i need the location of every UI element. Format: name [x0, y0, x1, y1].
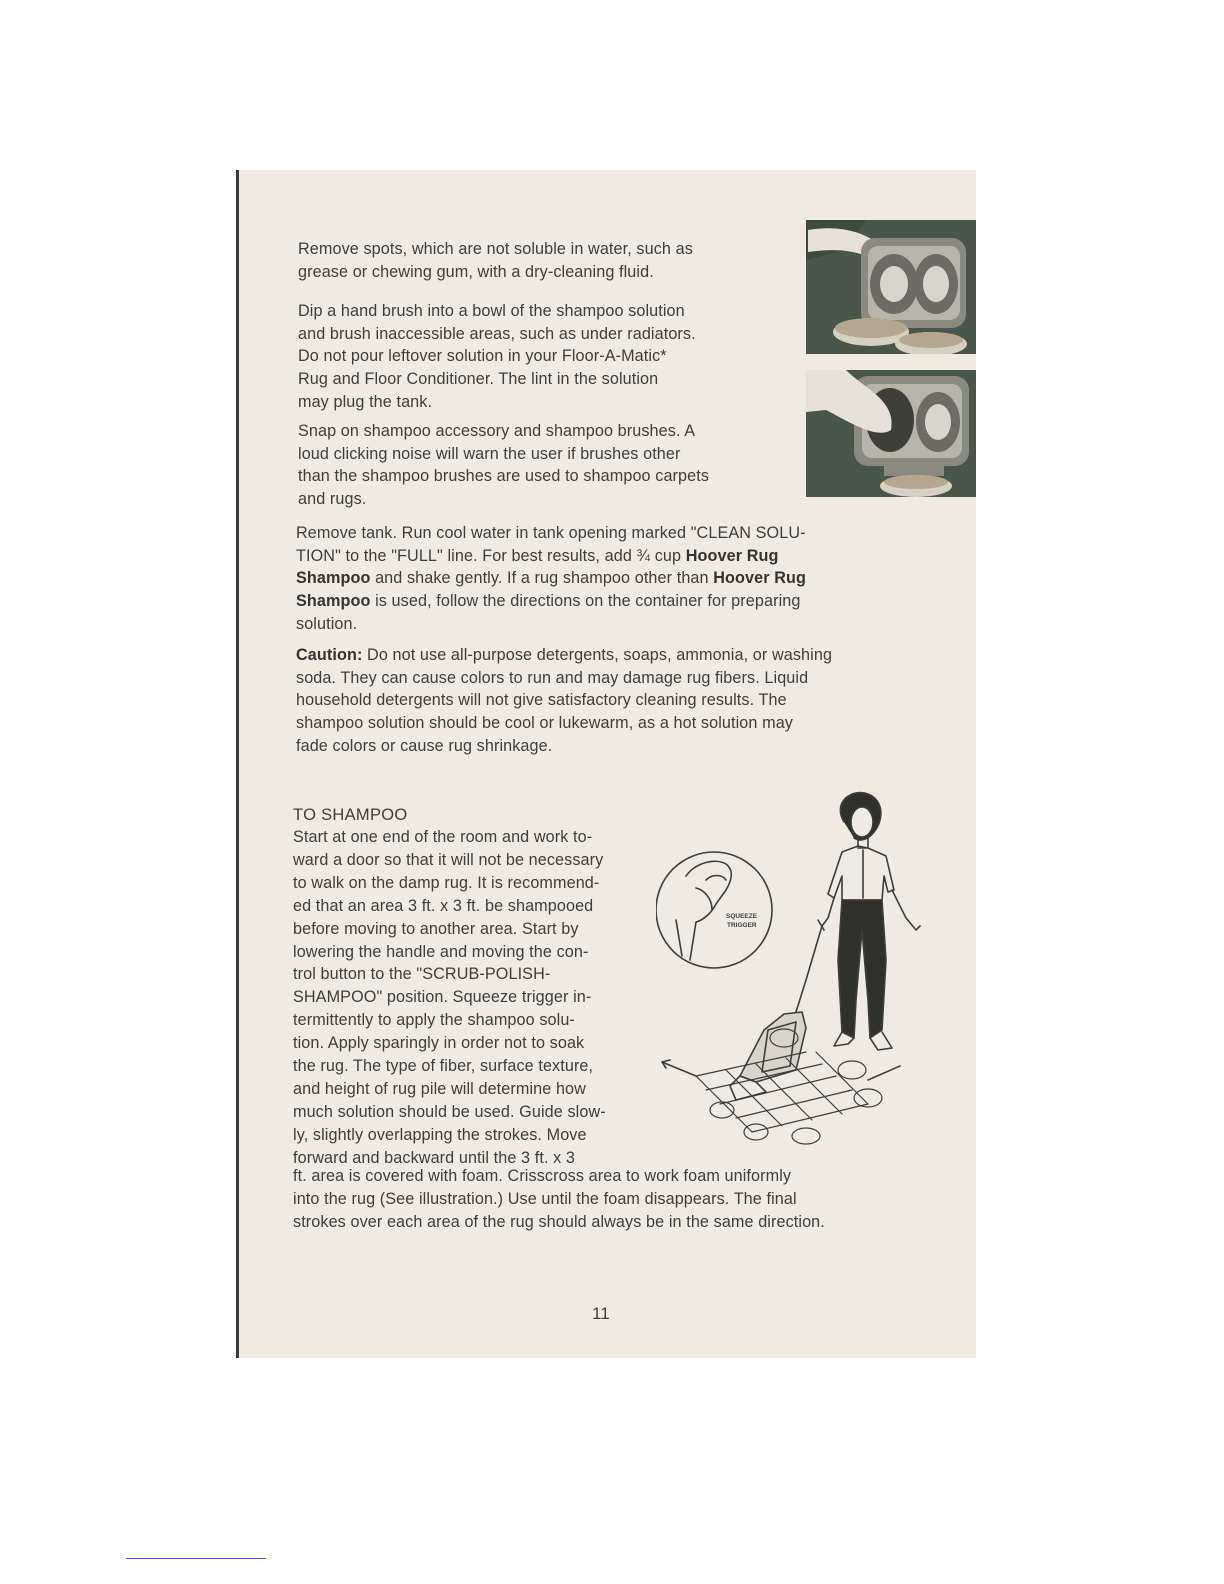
photo-accessory-bottom [806, 370, 976, 497]
shampoo-brush-photo-icon [806, 370, 976, 497]
callout-text-1: SQUEEZE [726, 913, 758, 920]
paragraph-hand-brush: Dip a hand brush into a bowl of the shampoo solution and brush inaccessible areas, such as under radiators. Do not pour leftover solution in your Floor-A-Matic* Rug and Floor Conditioner. The lint in the solution may plug the tank. [298, 302, 696, 411]
paragraph-caution: Caution: Do not use all-purpose detergents, soaps, ammonia, or washing soda. They can cause colors to run and may damage rug fibers. Liquid household detergents will not give satisfactory cleaning results. The shampoo solution should be cool or lukewarm, as a hot solution may fade colors or cause rug shrinkage. [296, 646, 833, 755]
paragraph-to-shampoo: Start at one end of the room and work to- ward a door so that it will not be necessary to walk on the damp rug. It is recommend- ed that an area 3 ft. x 3 ft. be shampooed before moving to another area. Start by lowering the handle and moving the con- trol button to the "SCRUB-POLISH- SHAMPOO" position. Squeeze trigger in- termittently to apply the shampoo solu- tion. Apply sparingly in order not to soak the rug. The type of fiber, surface texture, and height of rug pile will determine how much solution should be used. Guide slow- ly, slightly overlapping the strokes. Move forward and backward until the 3 ft. x 3 [293, 828, 606, 1167]
caution-label: Caution: [296, 646, 363, 664]
paragraph-crisscross: ft. area is covered with foam. Crisscross area to work foam uniformly into the rug (See illustration.) Use until the foam disappears. The final strokes over each area of the rug should always be in the same direction. [293, 1167, 825, 1231]
callout-text-2: TRIGGER [727, 922, 757, 929]
paragraph-remove-spots: Remove spots, which are not soluble in water, such as grease or chewing gum, with a dry-cleaning fluid. [298, 240, 693, 281]
photo-accessory-top [806, 220, 976, 354]
paragraph-remove-tank: Remove tank. Run cool water in tank opening marked "CLEAN SOLU- TION" to the "FULL" line. For best results, add ¾ cup Hoover Rug Shampoo and shake gently. If a rug shampoo other than Hoover Rug Shampoo is used, follow the directions on the container for preparing solution. [296, 524, 806, 633]
shampoo-accessory-photo-icon [806, 220, 976, 354]
section-heading: TO SHAMPOO [293, 806, 408, 824]
footer-rule [126, 1558, 266, 1559]
page-number: 11 [592, 1304, 610, 1323]
paragraph-snap-brushes: Snap on shampoo accessory and shampoo brushes. A loud clicking noise will warn the user if brushes other than the shampoo brushes are used to shampoo carpets and rugs. [298, 422, 710, 509]
shampoo-illustration [656, 780, 956, 1170]
manual-page [236, 170, 976, 1358]
